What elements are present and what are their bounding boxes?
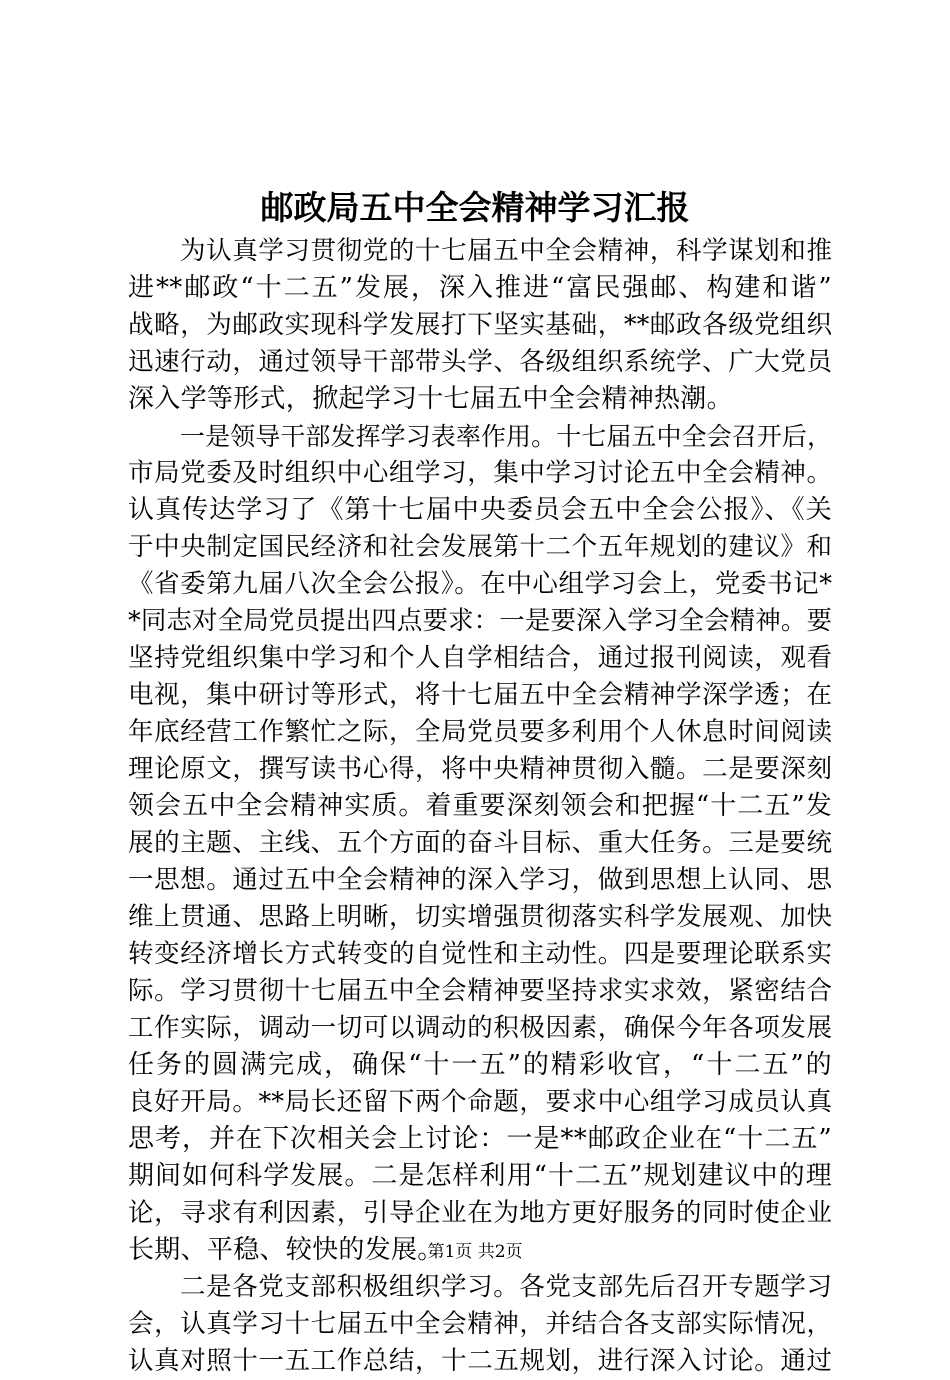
- text-line: 电视，集中研讨等形式，将十七届五中全会精神学深学透；在: [128, 680, 832, 710]
- text-line: 维上贯通、思路上明晰，切实增强贯彻落实科学发展观、加快: [128, 902, 832, 932]
- text-line: 认真对照十一五工作总结，十二五规划，进行深入讨论。通过: [128, 1346, 832, 1376]
- text-line: 为认真学习贯彻党的十七届五中全会精神，科学谋划和推: [180, 236, 832, 266]
- text-line: 深入学等形式，掀起学习十七届五中全会精神热潮。: [128, 384, 733, 414]
- text-line: 期间如何科学发展。二是怎样利用“十二五”规划建议中的理: [128, 1161, 832, 1191]
- page-footer: 第1页 共2页: [427, 1242, 523, 1262]
- text-line: 一是领导干部发挥学习表率作用。十七届五中全会召开后，: [180, 422, 832, 451]
- document-body: [128, 233, 832, 1380]
- text-line: 一思想。通过五中全会精神的深入学习，做到思想上认同、思: [128, 865, 832, 895]
- text-line: 年底经营工作繁忙之际，全局党员要多利用个人休息时间阅读: [128, 717, 832, 747]
- text-line: 进**邮政“十二五”发展，深入推进“富民强邮、构建和谐”: [128, 273, 832, 303]
- text-line: 理论原文，撰写读书心得，将中央精神贯彻入髓。二是要深刻: [128, 754, 832, 784]
- text-line: 长期、平稳、较快的发展。: [128, 1235, 444, 1265]
- text-line: 迅速行动，通过领导干部带头学、各级组织系统学、广大党员: [128, 347, 832, 377]
- text-line: 展的主题、主线、五个方面的奋斗目标、重大任务。三是要统: [128, 828, 832, 858]
- text-line: 《省委第九届八次全会公报》。在中心组学习会上，党委书记*: [128, 569, 832, 599]
- document-title: 邮政局五中全会精神学习汇报: [260, 188, 690, 227]
- text-line: 认真传达学习了《第十七届中央委员会五中全会公报》、《关: [128, 495, 832, 525]
- text-line: 论，寻求有利因素，引导企业在为地方更好服务的同时使企业: [128, 1198, 832, 1228]
- text-line: 良好开局。**局长还留下两个命题，要求中心组学习成员认真: [128, 1087, 832, 1117]
- text-line: *同志对全局党员提出四点要求：一是要深入学习全会精神。要: [128, 606, 832, 636]
- text-line: 转变经济增长方式转变的自觉性和主动性。四是要理论联系实: [128, 939, 832, 969]
- text-line: 领会五中全会精神实质。着重要深刻领会和把握“十二五”发: [128, 791, 832, 821]
- text-line: 会，认真学习十七届五中全会精神，并结合各支部实际情况，: [128, 1309, 832, 1339]
- text-line: 战略，为邮政实现科学发展打下坚实基础，**邮政各级党组织: [128, 310, 832, 340]
- text-line: 二是各党支部积极组织学习。各党支部先后召开专题学习: [180, 1272, 832, 1302]
- text-line: 市局党委及时组织中心组学习，集中学习讨论五中全会精神。: [128, 458, 832, 488]
- text-line: 思考，并在下次相关会上讨论：一是**邮政企业在“十二五”: [128, 1124, 832, 1154]
- text-line: 工作实际，调动一切可以调动的积极因素，确保今年各项发展: [128, 1013, 832, 1043]
- text-line: 任务的圆满完成，确保“十一五”的精彩收官，“十二五”的: [128, 1050, 832, 1080]
- text-line: 际。学习贯彻十七届五中全会精神要坚持求实求效，紧密结合: [128, 976, 832, 1006]
- text-line: 于中央制定国民经济和社会发展第十二个五年规划的建议》和: [128, 532, 832, 562]
- text-line: 坚持党组织集中学习和个人自学相结合，通过报刊阅读，观看: [128, 643, 832, 673]
